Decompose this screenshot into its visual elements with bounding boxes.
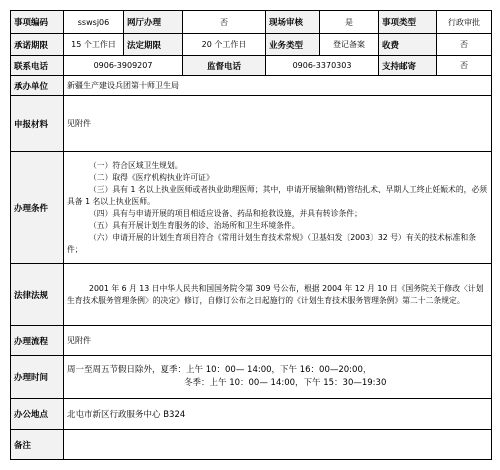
row-hours xyxy=(11,356,492,399)
conditions-label: 办理条件 xyxy=(11,152,64,264)
condition-line: （二）取得《医疗机构执业许可证》 xyxy=(89,172,214,182)
type-label: 事项类型 xyxy=(379,11,437,34)
row-contact xyxy=(11,56,492,76)
law-text: 2001 年 6 月 13 日中华人民共和国国务院令第 309 号公布，根据 2004 年 12 月 10 日《国务院关于修改〈计划生育技术服务管理条例〉的决定》修订，自修订公布之日起施行的《计划生育技术服务管理条例》第二十二条规定。 xyxy=(64,264,492,326)
legal-label: 法定期限 xyxy=(124,34,183,56)
contact-label: 联系电话 xyxy=(11,56,64,76)
mail-label: 支持邮寄 xyxy=(379,56,437,76)
promise-label: 承诺期限 xyxy=(11,34,64,56)
condition-line: （四）具有与申请开展的项目相适应设备、药品和抢救设施，并具有转诊条件； xyxy=(89,208,362,218)
condition-line: （六）申请开展的计划生育项目符合《常用计划生育技术常规》（卫基妇发〔2003〕32 号）有关的技术标准和条件； xyxy=(67,232,476,254)
row-deadline xyxy=(11,34,492,56)
remarks-value xyxy=(64,430,492,460)
fee-label: 收费 xyxy=(379,34,437,56)
onsite-label: 现场审核 xyxy=(266,11,320,34)
row-process xyxy=(11,326,492,356)
supervise-label: 监督电话 xyxy=(183,56,266,76)
legal-value: 20 个工作日 xyxy=(183,34,266,56)
remarks-label: 备注 xyxy=(11,430,64,460)
onsite-value: 是 xyxy=(320,11,379,34)
promise-value: 15 个工作日 xyxy=(64,34,124,56)
online-label: 网厅办理 xyxy=(124,11,183,34)
online-value: 否 xyxy=(183,11,266,34)
item-code-value: sswsj06 xyxy=(64,11,124,34)
contact-value: 0906-3909207 xyxy=(64,56,183,76)
condition-line: （一）符合区域卫生规划。 xyxy=(89,160,183,170)
hours-label: 办理时间 xyxy=(11,356,64,399)
row-conditions xyxy=(11,152,492,264)
conditions-text xyxy=(64,152,492,264)
condition-line: （五）具有开展计划生育服务的诊、治场所和卫生环境条件。 xyxy=(89,220,300,230)
hours-line-summer: 周一至周五节假日除外，夏季：上午 10：00— 14:00，下午 16：00—20:00， xyxy=(67,365,372,375)
supervise-value: 0906-3370303 xyxy=(266,56,379,76)
condition-line: （三）具有 1 名以上执业医师或者执业助理医师；其中，申请开展输卵(精)管结扎术、早期人工终止妊娠术的，必须具备 1 名以上执业医师。 xyxy=(67,184,488,206)
row-materials xyxy=(11,96,492,152)
row-item-code xyxy=(11,11,492,34)
biz-type-value: 登记备案 xyxy=(320,34,379,56)
row-law xyxy=(11,264,492,326)
mail-value: 否 xyxy=(437,56,492,76)
item-code-label: 事项编码 xyxy=(11,11,64,34)
row-location xyxy=(11,399,492,430)
law-label: 法律法规 xyxy=(11,264,64,326)
row-remarks xyxy=(11,430,492,460)
biz-type-label: 业务类型 xyxy=(266,34,320,56)
row-unit xyxy=(11,76,492,96)
type-value: 行政审批 xyxy=(437,11,492,34)
materials-value: 见附件 xyxy=(64,96,492,152)
process-value: 见附件 xyxy=(64,326,492,356)
unit-value: 新疆生产建设兵团第十师卫生局 xyxy=(64,76,492,96)
fee-value: 否 xyxy=(437,34,492,56)
unit-label: 承办单位 xyxy=(11,76,64,96)
hours-text xyxy=(64,356,492,399)
materials-label: 申报材料 xyxy=(11,96,64,152)
location-label: 办公地点 xyxy=(11,399,64,430)
hours-line-winter: 冬季：上午 10：00— 14:00，下午 15：30—19:30 xyxy=(184,378,387,388)
service-info-table xyxy=(10,10,492,460)
location-value: 北屯市新区行政服务中心 B324 xyxy=(64,399,492,430)
process-label: 办理流程 xyxy=(11,326,64,356)
